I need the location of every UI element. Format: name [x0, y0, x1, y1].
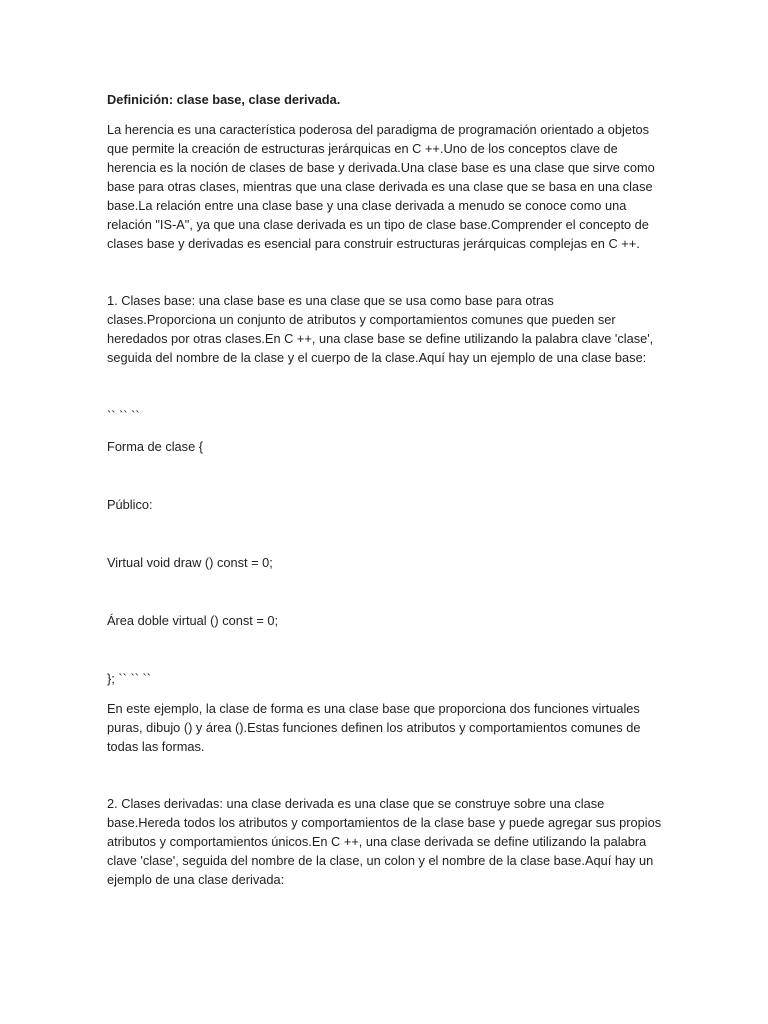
example-explanation-paragraph: En este ejemplo, la clase de forma es una clase base que proporciona dos funciones virtuales puras, dibujo () y área ().Estas funciones definen los atributos y comportamientos comunes de todas las formas. [107, 701, 641, 754]
document-heading: Definición: clase base, clase derivada. [107, 92, 341, 107]
code-line-2: Forma de clase { [107, 439, 204, 454]
section1-paragraph: 1. Clases base: una clase base es una clase que se usa como base para otras clases.Proporciona un conjunto de atributos y comportamientos comunes que pueden ser heredados por otras clases.En C ++, una clase base se define utilizando la palabra clave 'clase', seguida del nombre de la clase y el cuerpo de la clase.Aquí hay un ejemplo de una clase base: [107, 293, 654, 365]
code-line-3: Público: [107, 497, 153, 512]
code-line-6: }; `` `` `` [107, 671, 152, 686]
section2-paragraph: 2. Clases derivadas: una clase derivada es una clase que se construye sobre una clase base.Hereda todos los atributos y comportamientos de la clase base y puede agregar sus propios atributos y comportamientos únicos.En C ++, una clase derivada se define utilizando la palabra clave 'clase', seguida del nombre de la clase, un colon y el nombre de la clase base.Aquí hay un ejemplo de una clase derivada: [107, 796, 662, 887]
code-line-4: Virtual void draw () const = 0; [107, 555, 273, 570]
code-line-5: Área doble virtual () const = 0; [107, 613, 279, 628]
intro-paragraph: La herencia es una característica poderosa del paradigma de programación orientado a objetos que permite la creación de estructuras jerárquicas en C ++.Uno de los conceptos clave de herencia es la noción de clases de base y derivada.Una clase base es una clase que sirve como base para otras clases, mientras que una clase derivada es una clase que se basa en una clase base.La relación entre una clase base y una clase derivada a menudo se conoce como una relación "IS-A", ya que una clase derivada es un tipo de clase base.Comprender el concepto de clases base y derivadas es esencial para construir estructuras jerárquicas complejas en C ++. [107, 122, 655, 251]
code-line-1: `` `` `` [107, 408, 140, 423]
document-content [107, 90, 663, 889]
